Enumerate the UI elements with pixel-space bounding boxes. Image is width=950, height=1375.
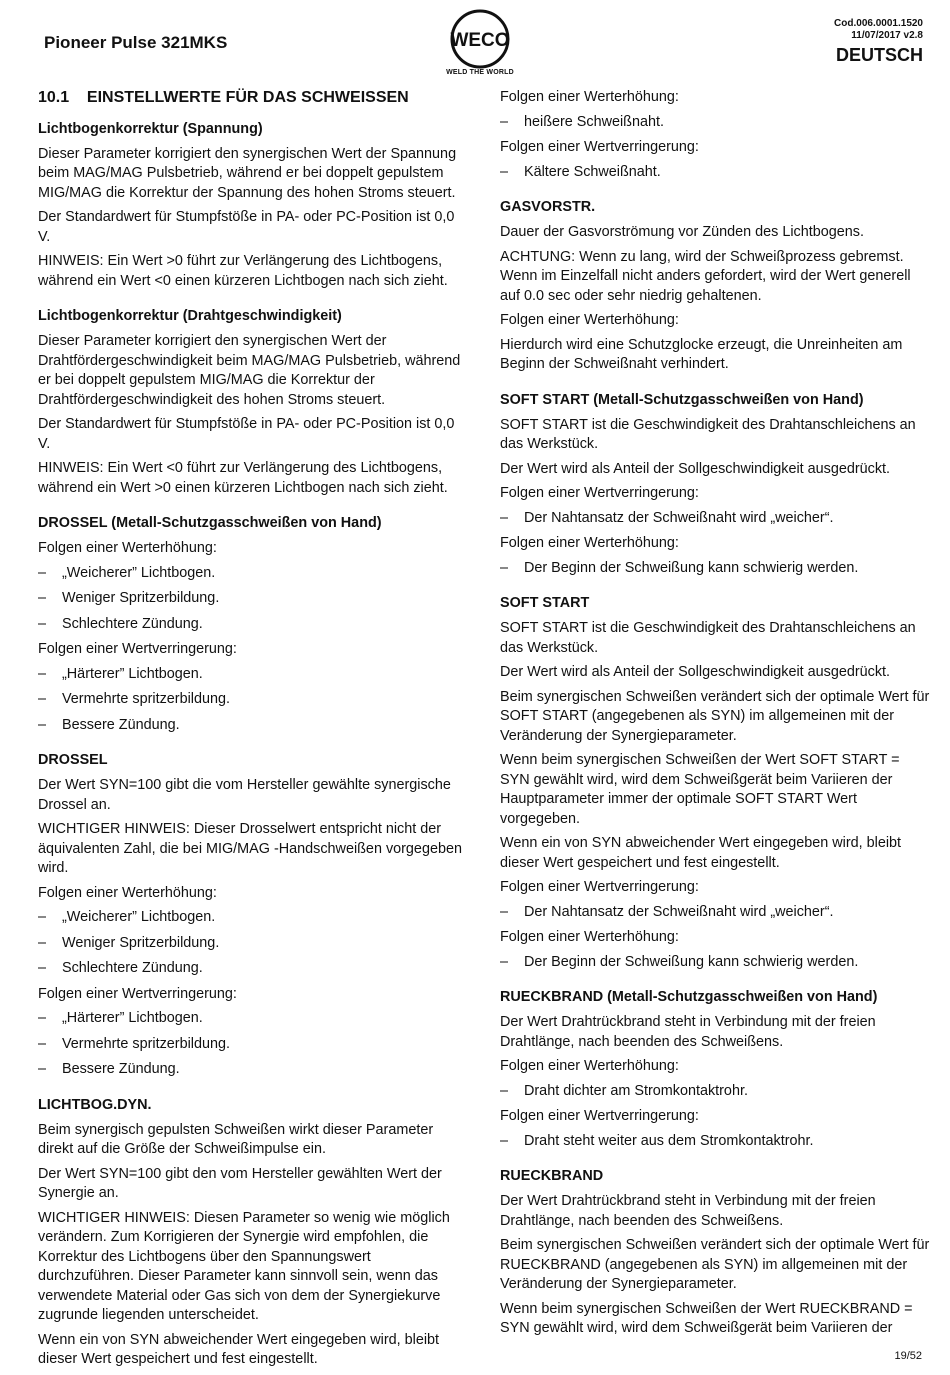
- list-item: – „Härterer” Lichtbogen.: [38, 1009, 470, 1029]
- list-item: – Weniger Spritzerbildung.: [38, 589, 470, 609]
- list-item: – Bessere Zündung.: [38, 1060, 470, 1080]
- document-code: Cod.006.0001.1520: [834, 18, 923, 29]
- logo-tagline: WELD THE WORLD: [446, 69, 514, 76]
- paragraph: Dieser Parameter korrigiert den synergischen Wert der Spannung beim MAG/MAG Pulsbetrieb, während er bei doppelt gepulstem MIG/MAG die Korrektur der Spannung des hohen Stroms steuert.: [38, 145, 457, 201]
- paragraph: Folgen einer Wertverringerung:: [500, 485, 699, 501]
- list-item: – Der Nahtansatz der Schweißnaht wird „weicher“.: [500, 903, 932, 923]
- paragraph: HINWEIS: Ein Wert >0 führt zur Verlängerung des Lichtbogens, während ein Wert <0 einen kürzeren Lichtbogen nach sich zieht.: [38, 253, 448, 289]
- list-item: – „Härterer” Lichtbogen.: [38, 665, 470, 685]
- list-item: – Weniger Spritzerbildung.: [38, 934, 470, 954]
- paragraph: Wenn beim synergischen Schweißen der Wert SOFT START = SYN gewählt wird, wird dem Schweißgerät beim Variieren der Hauptparameter immer der optimale SOFT START Wert vorgegeben.: [500, 752, 900, 827]
- list-item: – Der Nahtansatz der Schweißnaht wird „weicher“.: [500, 509, 932, 529]
- heading-burnback-manual: RUECKBRAND (Metall-Schutzgasschweißen von Hand): [500, 989, 878, 1005]
- paragraph: Wenn ein von SYN abweichender Wert eingegeben wird, bleibt dieser Wert gespeichert und fest eingestellt.: [500, 835, 902, 871]
- paragraph: Beim synergischen Schweißen verändert sich der optimale Wert für RUECKBRAND (angegebenen als SYN) im allgemeinen mit der Veränderung der Synergieparameter.: [500, 1237, 930, 1292]
- paragraph: Hierdurch wird eine Schutzglocke erzeugt, die Unreinheiten am Beginn der Schweißnaht verhindert.: [500, 336, 903, 372]
- paragraph: Folgen einer Wertverringerung:: [500, 1108, 699, 1124]
- paragraph: Folgen einer Werterhöhung:: [38, 540, 217, 556]
- list-item: – heißere Schweißnaht.: [500, 113, 932, 133]
- heading-soft-start: SOFT START: [500, 595, 590, 611]
- heading-soft-start-manual: SOFT START (Metall-Schutzgasschweißen von Hand): [500, 391, 864, 408]
- weco-logo: [440, 7, 520, 81]
- paragraph: Wenn ein von SYN abweichender Wert eingegeben wird, bleibt dieser Wert gespeichert und fest eingestellt.: [38, 1331, 440, 1367]
- section-title: 10.1 EINSTELLWERTE FÜR DAS SCHWEISSEN: [38, 89, 409, 106]
- page-number: 19/52: [894, 1350, 922, 1362]
- list-item: – Bessere Zündung.: [38, 716, 470, 736]
- heading-wire-speed-correction: Lichtbogenkorrektur (Drahtgeschwindigkeit): [38, 308, 342, 324]
- list-item: – Der Beginn der Schweißung kann schwierig werden.: [500, 953, 932, 973]
- paragraph: Folgen einer Werterhöhung:: [38, 884, 217, 901]
- list-item: – Der Beginn der Schweißung kann schwierig werden.: [500, 559, 932, 579]
- paragraph: WICHTIGER HINWEIS: Dieser Drosselwert entspricht nicht der äquivalenten Zahl, die bei MIG/MAG -Handschweißen vorgegeben wird.: [38, 821, 462, 876]
- paragraph: Beim synergischen Schweißen verändert sich der optimale Wert für SOFT START (angegebenen als SYN) im allgemeinen mit der Veränderung der Synergieparameter.: [500, 688, 930, 744]
- weco-logo-icon: [440, 7, 520, 69]
- paragraph: Folgen einer Wertverringerung:: [500, 879, 699, 895]
- paragraph: Der Standardwert für Stumpfstöße in PA- oder PC-Position ist 0,0 V.: [38, 209, 455, 245]
- paragraph: Der Wert wird als Anteil der Sollgeschwindigkeit ausgedrückt.: [500, 664, 891, 680]
- heading-drossel: DROSSEL: [38, 752, 108, 768]
- logo-text: WECO: [450, 30, 510, 51]
- paragraph: Der Wert Drahtrückbrand steht in Verbindung mit der freien Drahtlänge, nach beenden des Schweißens.: [500, 1193, 876, 1229]
- page-header: [0, 0, 950, 85]
- paragraph: Folgen einer Wertverringerung:: [500, 139, 699, 155]
- document-language: DEUTSCH: [835, 45, 923, 65]
- paragraph: Der Wert Drahtrückbrand steht in Verbindung mit der freien Drahtlänge, nach beenden des Schweißens.: [500, 1014, 876, 1050]
- paragraph: Beim synergisch gepulsten Schweißen wirkt dieser Parameter direkt auf die Größe der Schweißimpulse ein.: [38, 1121, 434, 1157]
- left-column: [38, 88, 470, 1375]
- paragraph: Folgen einer Werterhöhung:: [500, 1058, 679, 1074]
- paragraph: Folgen einer Werterhöhung:: [500, 312, 679, 328]
- list-item: – Schlechtere Zündung.: [38, 959, 470, 979]
- list-item: – Vermehrte spritzerbildung.: [38, 690, 470, 710]
- list-item: – Kältere Schweißnaht.: [500, 163, 932, 183]
- paragraph: ACHTUNG: Wenn zu lang, wird der Schweißprozess gebremst. Wenn im Einzelfall nicht anders gefordert, wird der Wert generell auf 0.0 sec oder sehr niedrig gehaltenen.: [500, 248, 911, 304]
- paragraph: Folgen einer Werterhöhung:: [500, 89, 679, 105]
- paragraph: Der Wert SYN=100 gibt den vom Hersteller gewählten Wert der Synergie an.: [38, 1165, 442, 1201]
- heading-gas-prepurge: GASVORSTR.: [500, 199, 596, 215]
- heading-burnback: RUECKBRAND: [500, 1168, 604, 1184]
- paragraph: Dieser Parameter korrigiert den synergischen Wert der Drahtfördergeschwindigkeit beim MAG/MAG Pulsbetrieb, während er bei doppelt gepulstem MIG/MAG die Korrektur der Drahtfördergeschwindigkeit des hohen Stroms steuert.: [38, 333, 461, 408]
- paragraph: SOFT START ist die Geschwindigkeit des Drahtanschleichens an das Werkstück.: [500, 620, 916, 656]
- paragraph: HINWEIS: Ein Wert <0 führt zur Verlängerung des Lichtbogens, während ein Wert >0 einen kürzeren Lichtbogen nach sich zieht.: [38, 460, 448, 496]
- list-item: – Draht dichter am Stromkontaktrohr.: [500, 1082, 932, 1102]
- document-code-block: [834, 18, 923, 66]
- paragraph: Dauer der Gasvorströmung vor Zünden des Lichtbogens.: [500, 224, 864, 240]
- document-date-version: 11/07/2017 v2.8: [851, 30, 923, 41]
- right-column: [500, 88, 932, 1344]
- heading-arc-dynamics: LICHTBOG.DYN.: [38, 1096, 152, 1113]
- heading-voltage-correction: Lichtbogenkorrektur (Spannung): [38, 120, 263, 137]
- list-item: – „Weicherer” Lichtbogen.: [38, 908, 470, 928]
- paragraph: Der Wert SYN=100 gibt die vom Hersteller gewählte synergische Drossel an.: [38, 777, 451, 813]
- paragraph: WICHTIGER HINWEIS: Diesen Parameter so wenig wie möglich verändern. Zum Korrigieren der Synergie wird empfohlen, die Korrektur des Lichtbogens über den Spannungswert durchzuführen. Dieser Parameter kann sinnvoll sein, wenn das verwendete Material oder Gas sich von dem der Synergiekurve zugrunde liegenden unterscheidet.: [38, 1209, 450, 1323]
- list-item: – Vermehrte spritzerbildung.: [38, 1035, 470, 1055]
- paragraph: Folgen einer Wertverringerung:: [38, 985, 237, 1002]
- paragraph: Folgen einer Werterhöhung:: [500, 535, 679, 551]
- list-item: – Draht steht weiter aus dem Stromkontaktrohr.: [500, 1132, 932, 1152]
- paragraph: SOFT START ist die Geschwindigkeit des Drahtanschleichens an das Werkstück.: [500, 416, 916, 452]
- product-title: Pioneer Pulse 321MKS: [44, 33, 228, 52]
- list-item: – „Weicherer” Lichtbogen.: [38, 564, 470, 584]
- paragraph: Der Standardwert für Stumpfstöße in PA- oder PC-Position ist 0,0 V.: [38, 416, 455, 452]
- paragraph: Der Wert wird als Anteil der Sollgeschwindigkeit ausgedrückt.: [500, 460, 891, 477]
- paragraph: Folgen einer Wertverringerung:: [38, 641, 237, 657]
- heading-drossel-manual: DROSSEL (Metall-Schutzgasschweißen von Hand): [38, 515, 382, 531]
- paragraph: Wenn beim synergischen Schweißen der Wert RUECKBRAND = SYN gewählt wird, wird dem Schweißgerät beim Variieren der: [500, 1300, 913, 1336]
- paragraph: Folgen einer Werterhöhung:: [500, 929, 679, 945]
- list-item: – Schlechtere Zündung.: [38, 615, 470, 635]
